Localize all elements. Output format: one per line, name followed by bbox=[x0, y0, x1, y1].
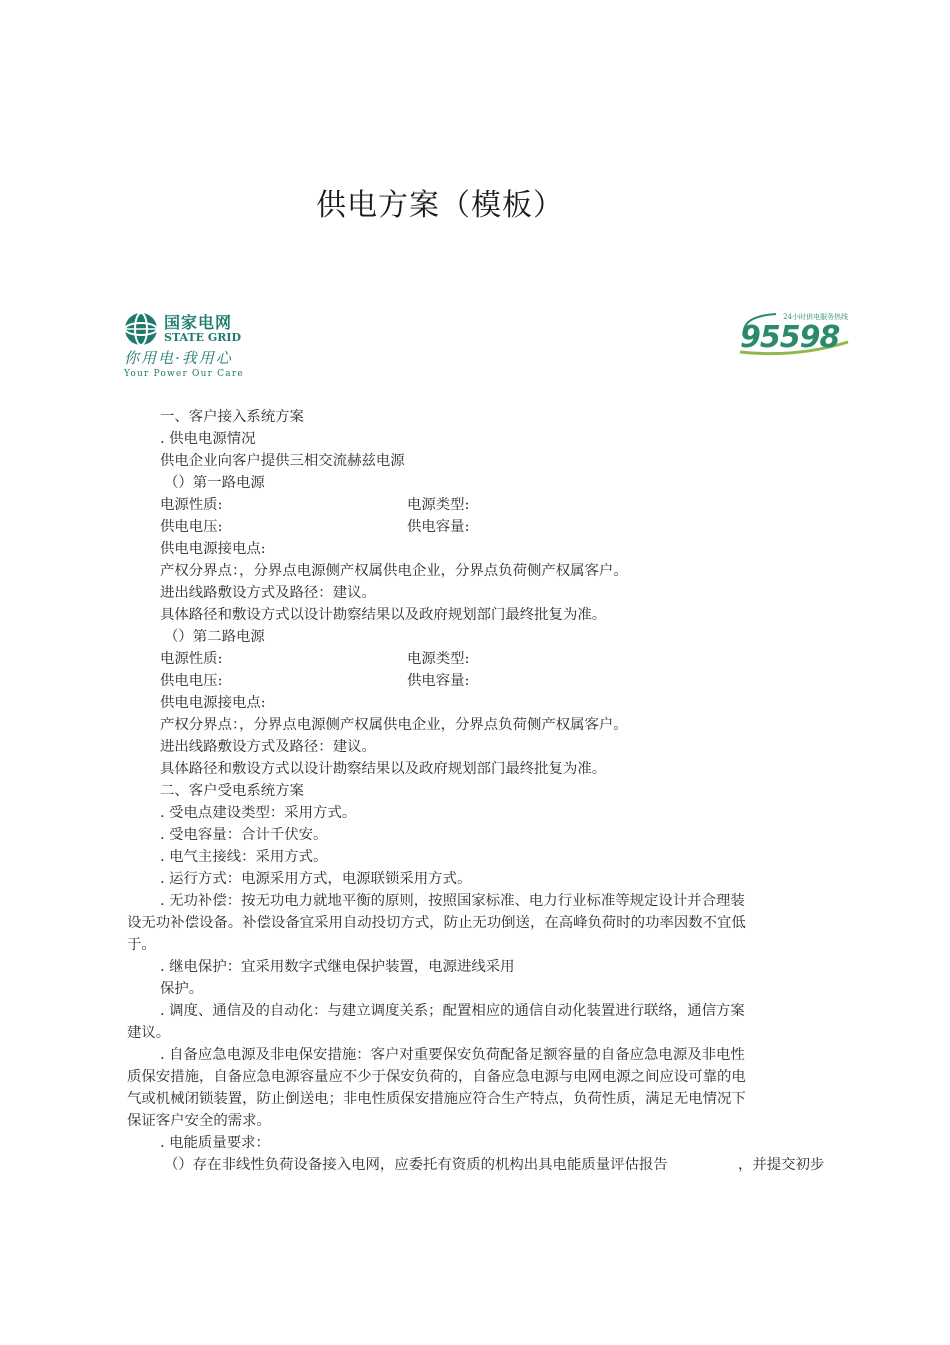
paragraph-line: 具体路径和敷设方式以设计勘察结果以及政府规划部门最终批复为准。 bbox=[160, 607, 607, 623]
field-label: 供电电压: bbox=[160, 519, 223, 535]
state-grid-logo bbox=[124, 312, 254, 384]
hotline-95598-logo bbox=[736, 308, 854, 360]
paragraph-line: 质保安措施，自备应急电源容量应不少于保安负荷的，自备应急电源与电网电源之间应设可靠的电 bbox=[127, 1069, 746, 1085]
paragraph-line: 进出线路敷设方式及路径：建议。 bbox=[160, 585, 376, 601]
field-label: 供电电源接电点: bbox=[160, 541, 266, 557]
section-heading: 一、客户接入系统方案 bbox=[160, 409, 304, 425]
paragraph-line: 建议。 bbox=[127, 1025, 171, 1041]
paragraph-line: （）存在非线性负荷设备接入电网，应委托有资质的机构出具电能质量评估报告 bbox=[164, 1157, 668, 1173]
paragraph-line: 气或机械闭锁装置，防止倒送电；非电性质保安措施应符合生产特点，负荷性质，满足无电情况下 bbox=[127, 1091, 746, 1107]
paragraph-line: 产权分界点：，分界点电源侧产权属供电企业，分界点负荷侧产权属客户。 bbox=[160, 563, 628, 579]
field-label: 供电容量: bbox=[407, 519, 470, 535]
paragraph-line: 进出线路敷设方式及路径：建议。 bbox=[160, 739, 376, 755]
paragraph-line: . 电能质量要求： bbox=[160, 1135, 270, 1151]
paragraph-line: . 无功补偿：按无功电力就地平衡的原则，按照国家标准、电力行业标准等规定设计并合理装 bbox=[160, 893, 745, 909]
paragraph-line: . 调度、通信及的自动化：与建立调度关系；配置相应的通信自动化装置进行联络，通信方案 bbox=[160, 1003, 745, 1019]
paragraph-line: 保证客户安全的需求。 bbox=[127, 1113, 271, 1129]
subsection-heading: （）第二路电源 bbox=[164, 629, 265, 645]
paragraph-line: . 自备应急电源及非电保安措施：客户对重要保安负荷配备足额容量的自备应急电源及非电性 bbox=[160, 1047, 745, 1063]
paragraph-line: 供电企业向客户提供三相交流赫兹电源 bbox=[160, 453, 405, 469]
field-label: 电源性质: bbox=[160, 497, 223, 513]
paragraph-line: . 运行方式：电源采用方式，电源联锁采用方式。 bbox=[160, 871, 472, 887]
paragraph-line: 具体路径和敷设方式以设计勘察结果以及政府规划部门最终批复为准。 bbox=[160, 761, 607, 777]
paragraph-line: 设无功补偿设备。补偿设备宜采用自动投切方式，防止无功倒送，在高峰负荷时的功率因数不宜低 bbox=[127, 915, 746, 931]
state-grid-en-name: STATE GRID bbox=[164, 331, 242, 344]
paragraph-line: 产权分界点：，分界点电源侧产权属供电企业，分界点负荷侧产权属客户。 bbox=[160, 717, 628, 733]
state-grid-slogan-en: Your Power Our Care bbox=[124, 369, 244, 379]
paragraph-line: . 继电保护：宜采用数字式继电保护装置，电源进线采用 bbox=[160, 959, 515, 975]
paragraph-line: . 电气主接线：采用方式。 bbox=[160, 849, 328, 865]
paragraph-line: . 受电容量：合计千伏安。 bbox=[160, 827, 328, 843]
state-grid-cn-name: 国家电网 bbox=[164, 313, 233, 332]
document-title: 供电方案（模板） bbox=[316, 188, 564, 223]
paragraph-line: 保护。 bbox=[160, 981, 204, 997]
hotline-number: 95598 bbox=[740, 320, 840, 355]
state-grid-emblem-icon bbox=[124, 312, 158, 346]
field-label: 电源类型: bbox=[407, 497, 470, 513]
hotline-caption: 24小时供电服务热线 bbox=[783, 313, 848, 321]
field-label: 供电容量: bbox=[407, 673, 470, 689]
section-heading: 二、客户受电系统方案 bbox=[160, 783, 304, 799]
paragraph-line: 于。 bbox=[127, 937, 156, 953]
subsection-heading: . 供电电源情况 bbox=[160, 431, 256, 447]
field-label: 供电电源接电点: bbox=[160, 695, 266, 711]
field-label: 供电电压: bbox=[160, 673, 223, 689]
paragraph-line: . 受电点建设类型：采用方式。 bbox=[160, 805, 357, 821]
subsection-heading: （）第一路电源 bbox=[164, 475, 265, 491]
field-label: 电源类型: bbox=[407, 651, 470, 667]
state-grid-slogan: 你用电·我用心 bbox=[124, 349, 233, 367]
field-label: 电源性质: bbox=[160, 651, 223, 667]
paragraph-line: ，并提交初步 bbox=[738, 1157, 825, 1173]
